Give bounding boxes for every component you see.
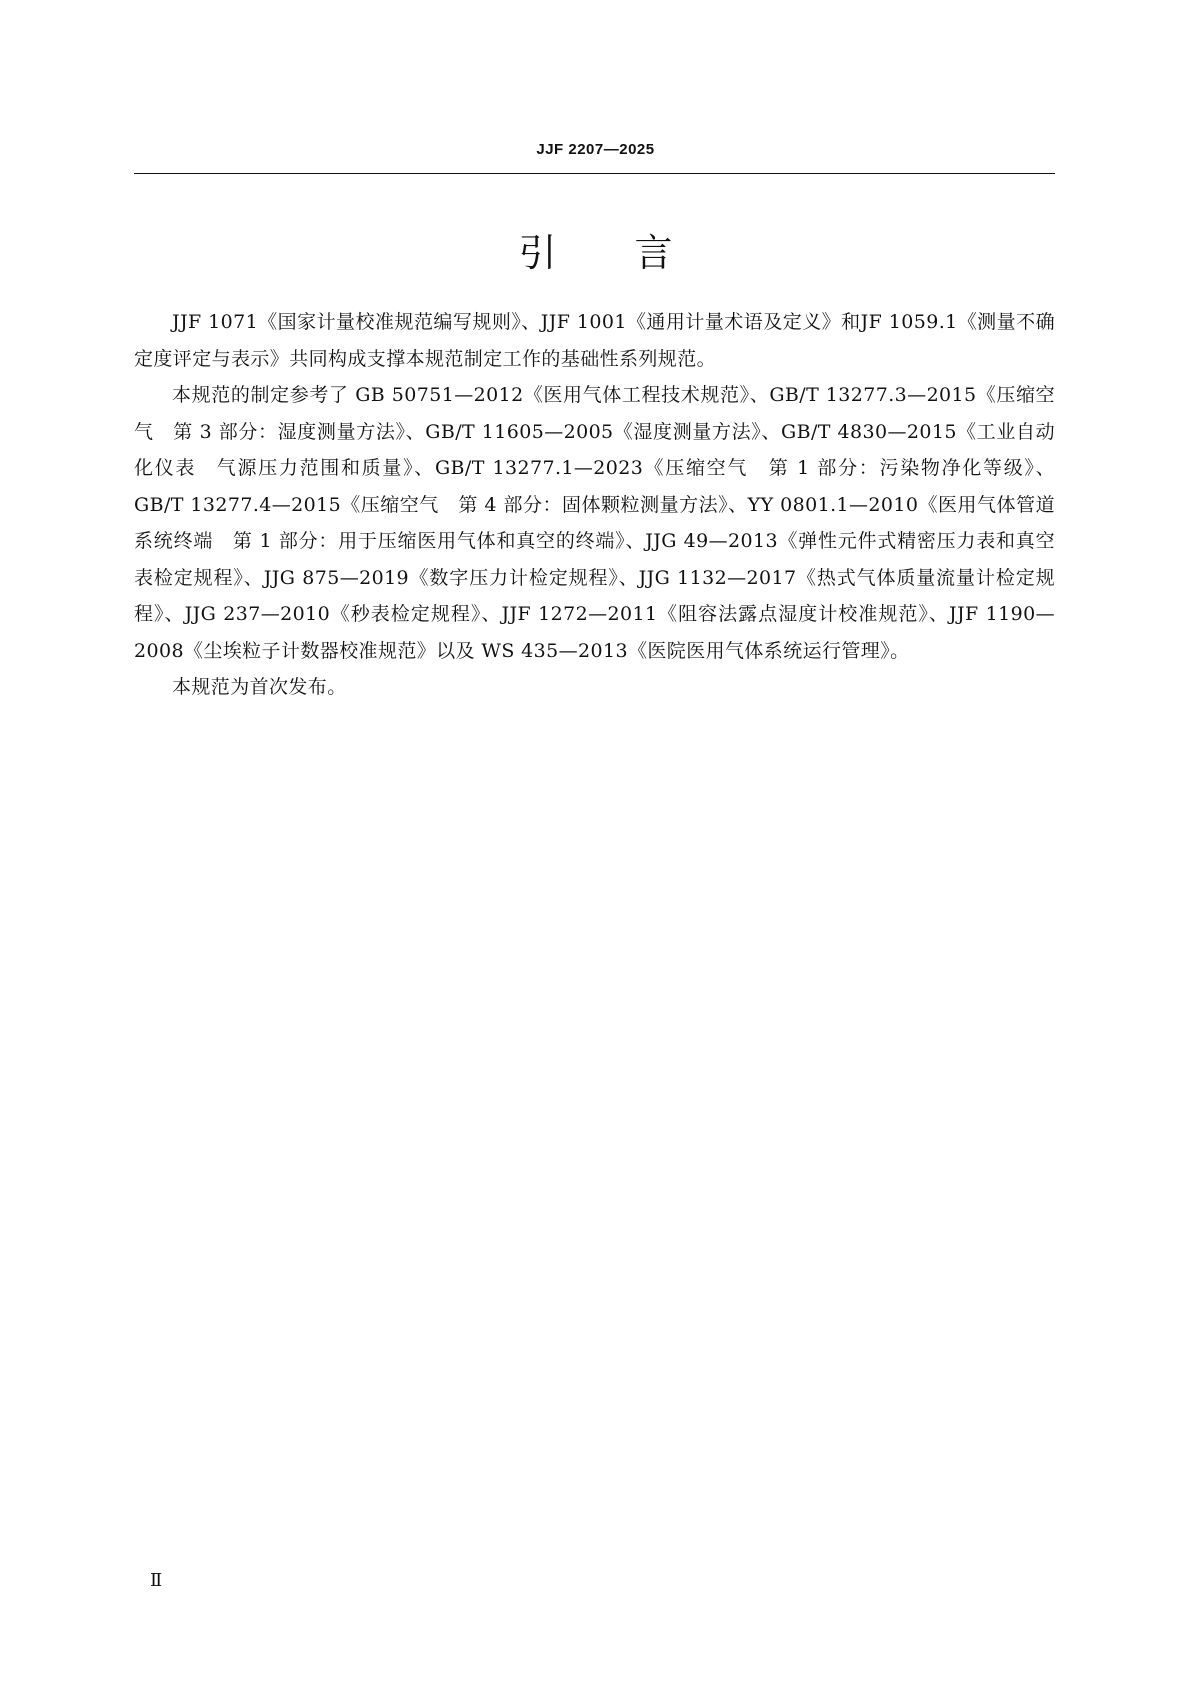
paragraph-references: 本规范的制定参考了 GB 50751—2012《医用气体工程技术规范》、GB/T 13277.3—2015《压缩空气 第 3 部分：湿度测量方法》、GB/T 11605—2005《湿度测量方法》、GB/T 4830—2015《工业自动化仪表 气源压力范围和质量》、GB/T 13277.1—2023《压缩空气 第 1 部分：污染物净化等级》、GB/T 13277.4—2015《压缩空气 第 4 部分：固体颗粒测量方法》、YY 0801.1—2010《医用气体管道系统终端 第 1 部分：用于压缩医用气体和真空的终端》、JJG 49—2013《弹性元件式精密压力表和真空表检定规程》、JJG 875—2019《数字压力计检定规程》、JJG 1132—2017《热式气体质量流量计检定规程》、JJG 237—2010《秒表检定规程》、JJF 1272—2011《阻容法露点湿度计校准规范》、JJF 1190—2008《尘埃粒子计数器校准规范》以及 WS 435—2013《医院医用气体系统运行管理》。 bbox=[134, 384, 1055, 662]
page-title: 引言 bbox=[518, 231, 751, 275]
document-code: JJF 2207—2025 bbox=[536, 141, 655, 158]
page-number: Ⅱ bbox=[150, 1570, 163, 1591]
body-text bbox=[134, 304, 1055, 706]
header-divider bbox=[134, 173, 1055, 174]
paragraph-foundational-specs: JJF 1071《国家计量校准规范编写规则》、JJF 1001《通用计量术语及定义》和JF 1059.1《测量不确定度评定与表示》共同构成支撑本规范制定工作的基础性系列规范。 bbox=[134, 311, 1055, 370]
paragraph-first-release: 本规范为首次发布。 bbox=[172, 676, 347, 698]
